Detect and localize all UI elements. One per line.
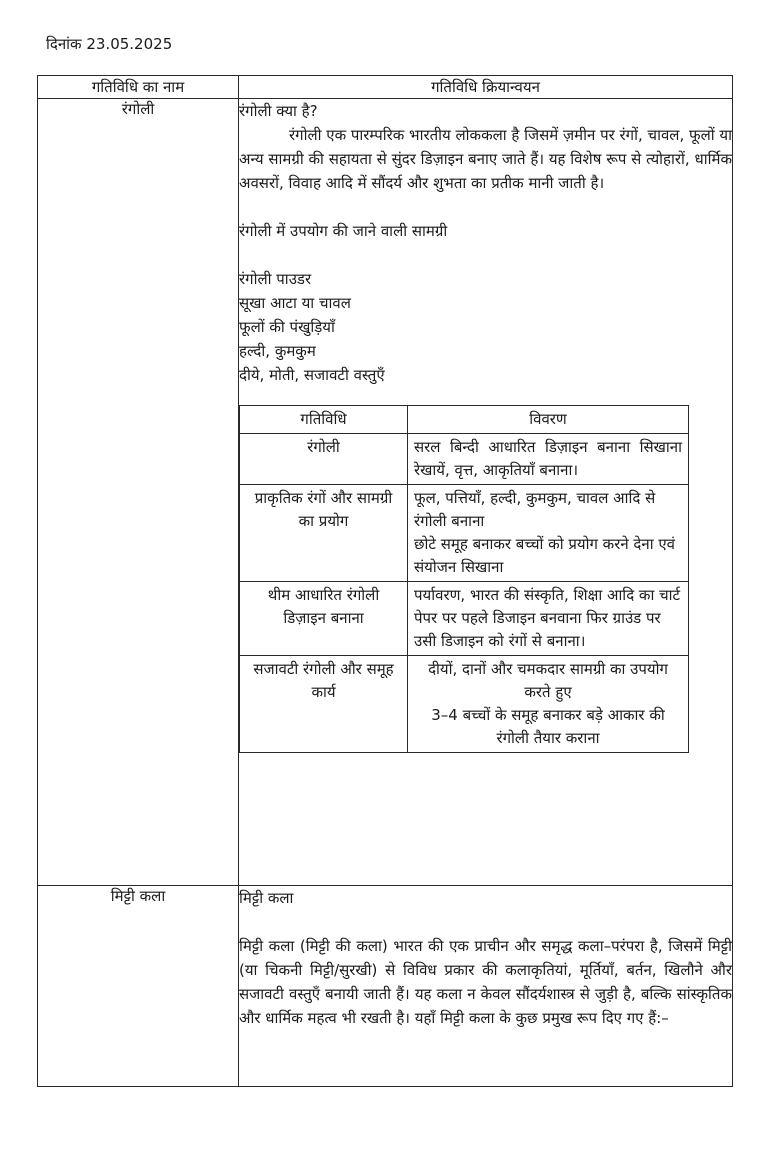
material-item: फूलों की पंखुड़ियाँ — [239, 318, 335, 336]
table-row — [240, 485, 689, 582]
inner-details-cell — [408, 485, 689, 582]
rangoli-heading: रंगोली क्या है? — [239, 102, 318, 120]
activity-detail-clay-art — [239, 886, 733, 1087]
inner-detail-text: 3–4 बच्चों के समूह बनाकर बड़े आकार की रंगोली तैयार कराना — [431, 706, 665, 747]
activity-name-clay-art: मिट्टी कला — [38, 886, 239, 1087]
inner-activity-cell: सजावटी रंगोली और समूह कार्य — [240, 656, 408, 753]
material-item: सूखा आटा या चावल — [239, 294, 351, 312]
table-header-row — [38, 76, 733, 99]
inner-detail-text: सरल बिन्दी आधारित डिज़ाइन बनाना सिखाना रेखायें, वृत्त, आकृतियाँ बनाना। — [414, 438, 682, 479]
inner-details-cell — [408, 656, 689, 753]
table-row-rangoli — [38, 99, 733, 886]
table-row-clay-art — [38, 886, 733, 1087]
inner-header-row — [240, 406, 689, 434]
inner-header-activity: गतिविधि — [240, 406, 408, 434]
inner-detail-text: छोटे समूह बनाकर बच्चों को प्रयोग करने देना एवं संयोजन सिखाना — [414, 535, 676, 576]
inner-activity-cell: प्राकृतिक रंगों और सामग्री का प्रयोग — [240, 485, 408, 582]
clay-art-heading: मिट्टी कला — [239, 889, 294, 907]
activity-name-rangoli: रंगोली — [38, 99, 239, 886]
activity-detail-rangoli — [239, 99, 733, 886]
inner-header-details: विवरण — [408, 406, 689, 434]
table-row — [240, 582, 689, 656]
header-activity-name: गतिविधि का नाम — [38, 76, 239, 99]
table-row — [240, 656, 689, 753]
clay-art-body: मिट्टी कला (मिट्टी की कला) भारत की एक प्राचीन और समृद्ध कला–परंपरा है, जिसमें मिट्टी (या चिकनी मिट्टी/सुरखी) से विविध प्रकार की कलाकृतियां, मूर्तियाँ, बर्तन, खिलौने और सजावटी वस्तुएँ बनायी जाती हैं। यह कला न केवल सौंदर्यशास्त्र से जुड़ी है, बल्कि सांस्कृतिक और धार्मिक महत्व भी रखती है। यहाँ मिट्टी कला के कुछ प्रमुख रूप दिए गए हैं:– — [239, 937, 732, 1027]
inner-detail-text: फूल, पत्तियाँ, हल्दी, कुमकुम, चावल आदि से रंगोली बनाना — [414, 489, 656, 530]
document-date: दिनांक 23.05.2025 — [46, 35, 173, 53]
activity-table — [37, 75, 733, 1087]
inner-activity-cell: थीम आधारित रंगोली डिज़ाइन बनाना — [240, 582, 408, 656]
materials-heading: रंगोली में उपयोग की जाने वाली सामग्री — [239, 222, 448, 240]
material-item: हल्दी, कुमकुम — [239, 342, 316, 360]
inner-detail-text: दीयों, दानों और चमकदार सामग्री का उपयोग करते हुए — [428, 660, 668, 701]
inner-details-cell — [408, 434, 689, 485]
material-item: रंगोली पाउडर — [239, 270, 312, 288]
inner-details-cell — [408, 582, 689, 656]
table-row — [240, 434, 689, 485]
rangoli-activities-table — [239, 405, 689, 753]
inner-activity-cell: रंगोली — [240, 434, 408, 485]
inner-detail-text: पर्यावरण, भारत की संस्कृति, शिक्षा आदि का चार्ट पेपर पर पहले डिजाइन बनवाना फिर ग्राउंड पर उसी डिजाइन को रंगों से बनाना। — [414, 586, 681, 650]
material-item: दीये, मोती, सजावटी वस्तुएँ — [239, 366, 385, 384]
header-activity-implementation: गतिविधि क्रियान्वयन — [239, 76, 733, 99]
rangoli-intro: रंगोली एक पारम्परिक भारतीय लोककला है जिसमें ज़मीन पर रंगों, चावल, फूलों या अन्य सामग्री की सहायता से सुंदर डिज़ाइन बनाए जाते हैं। यह विशेष रूप से त्योहारों, धार्मिक अवसरों, विवाह आदि में सौंदर्य और शुभता का प्रतीक मानी जाती है। — [239, 126, 732, 192]
